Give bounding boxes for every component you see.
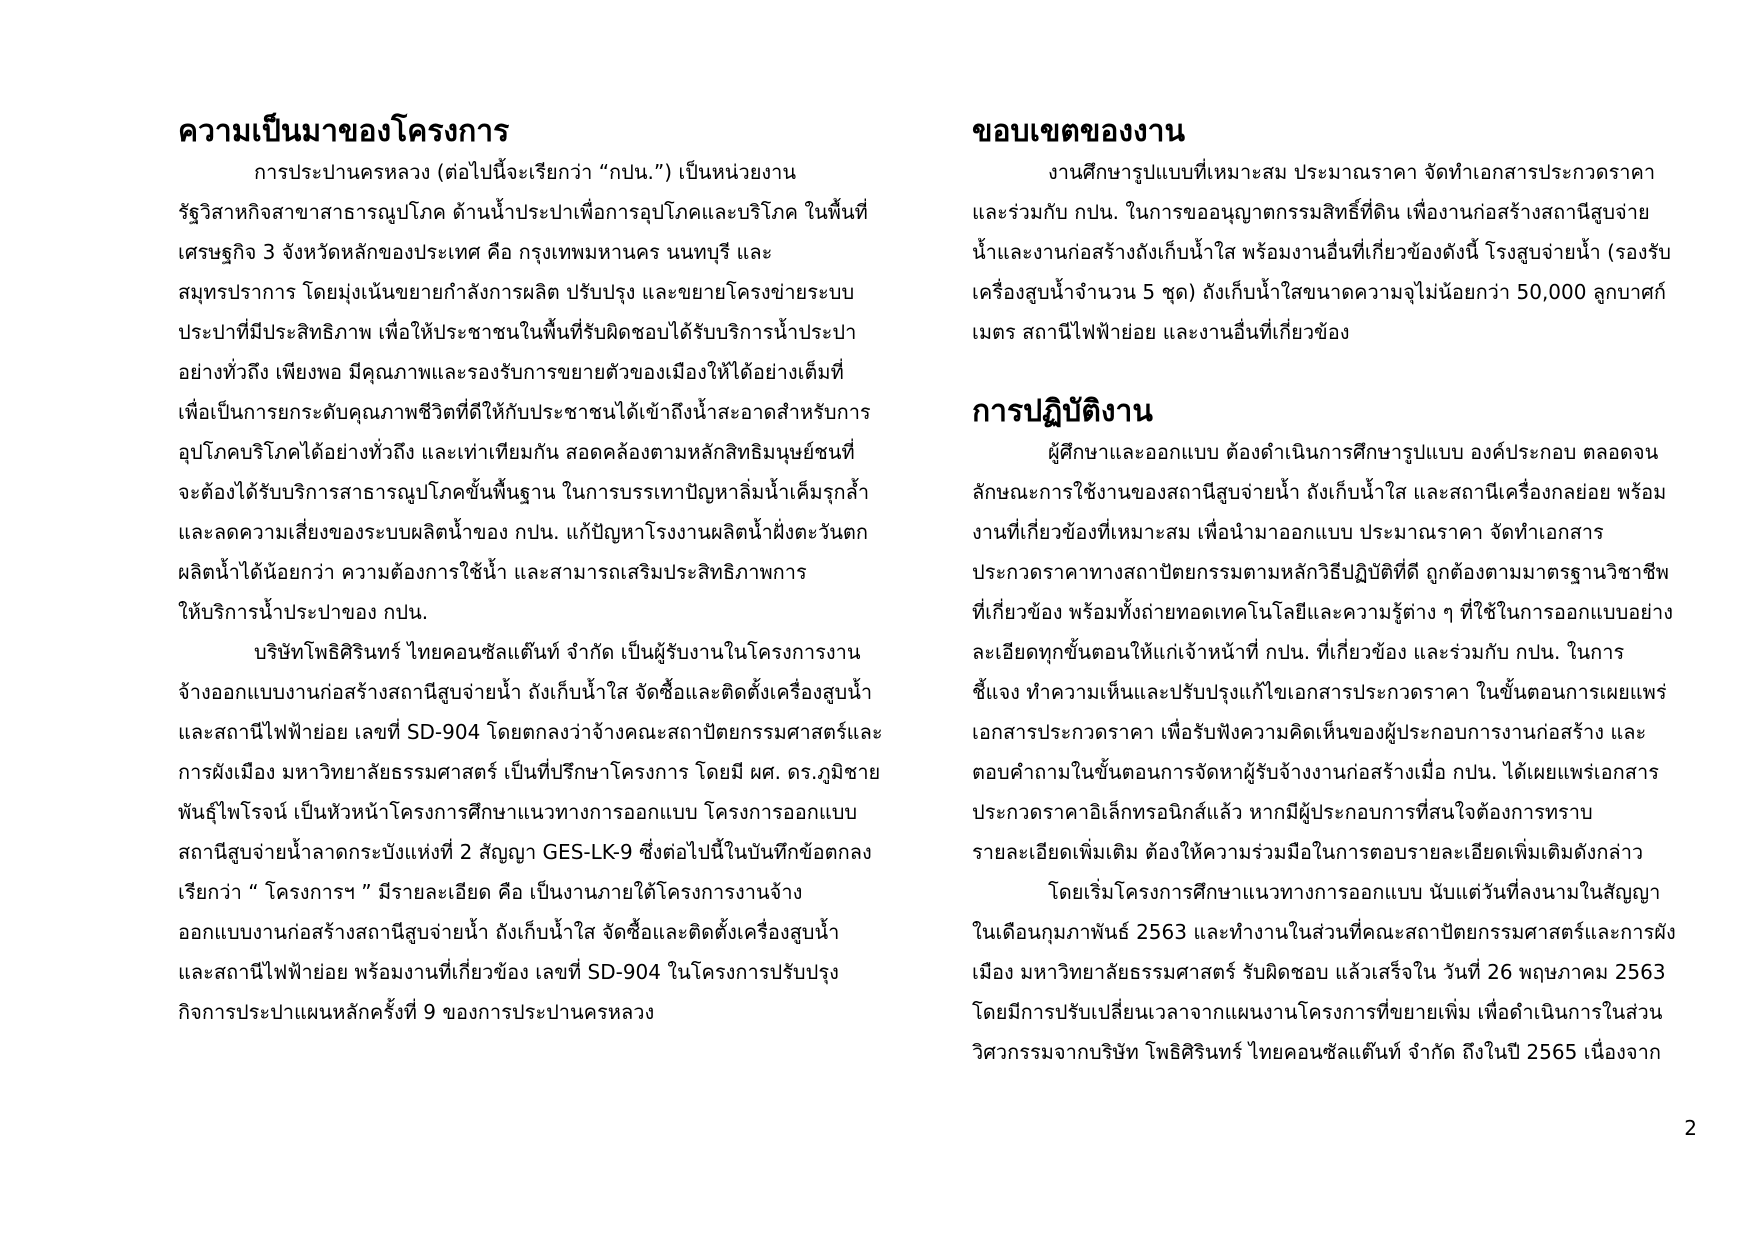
- paragraph-operations-1: [972, 432, 1684, 872]
- text-line: ละเอียดทุกขั้นตอนให้แก่เจ้าหน้าที่ กปน. ที่เกี่ยวข้อง และร่วมกับ กปน. ในการ: [972, 640, 1625, 664]
- paragraph-background-2: [178, 632, 890, 1032]
- text-line: เอกสารประกวดราคา เพื่อรับฟังความคิดเห็นของผู้ประกอบการงานก่อสร้าง และ: [972, 720, 1647, 744]
- section-heading-scope: ขอบเขตของงาน: [972, 114, 1185, 149]
- text-line: จะต้องได้รับบริการสาธารณูปโภคขั้นพื้นฐาน ในการบรรเทาปัญหาลิ่มน้ำเค็มรุกล้ำ: [178, 480, 870, 504]
- text-line: จ้างออกแบบงานก่อสร้างสถานีสูบจ่ายน้ำ ถังเก็บน้ำใส จัดซื้อและติดตั้งเครื่องสูบน้ำ: [178, 680, 873, 704]
- text-line: อย่างทั่วถึง เพียงพอ มีคุณภาพและรองรับการขยายตัวของเมืองให้ได้อย่างเต็มที่: [178, 360, 844, 384]
- text-line: ประปาที่มีประสิทธิภาพ เพื่อให้ประชาชนในพื้นที่รับผิดชอบได้รับบริการน้ำประปา: [178, 320, 857, 344]
- text-line: ออกแบบงานก่อสร้างสถานีสูบจ่ายน้ำ ถังเก็บน้ำใส จัดซื้อและติดตั้งเครื่องสูบน้ำ: [178, 920, 840, 944]
- text-line: โดยเริ่มโครงการศึกษาแนวทางการออกแบบ นับแต่วันที่ลงนามในสัญญา: [1048, 880, 1661, 904]
- text-line: กิจการประปาแผนหลักครั้งที่ 9 ของการประปานครหลวง: [178, 1000, 655, 1024]
- section-spacer: [972, 352, 1684, 392]
- text-line: โดยมีการปรับเปลี่ยนเวลาจากแผนงานโครงการที่ขยายเพิ่ม เพื่อดำเนินการในส่วน: [972, 1000, 1663, 1024]
- text-line: เพื่อเป็นการยกระดับคุณภาพชีวิตที่ดีให้กับประชาชนได้เข้าถึงน้ำสะอาดสำหรับการ: [178, 400, 871, 424]
- section-heading-operations: การปฏิบัติงาน: [972, 394, 1153, 429]
- text-line: ลักษณะการใช้งานของสถานีสูบจ่ายน้ำ ถังเก็บน้ำใส และสถานีเครื่องกลย่อย พร้อม: [972, 480, 1667, 504]
- text-line: ชี้แจง ทำความเห็นและปรับปรุงแก้ไขเอกสารประกวดราคา ในขั้นตอนการเผยแพร่: [972, 680, 1667, 704]
- text-line: และลดความเสี่ยงของระบบผลิตน้ำของ กปน. แก้ปัญหาโรงงานผลิตน้ำฝั่งตะวันตก: [178, 520, 869, 544]
- paragraph-operations-2: [972, 872, 1684, 1072]
- page-number: 2: [1684, 1116, 1697, 1140]
- text-line: รัฐวิสาหกิจสาขาสาธารณูปโภค ด้านน้ำประปาเพื่อการอุปโภคและบริโภค ในพื้นที่: [178, 200, 868, 224]
- text-line: ตอบคำถามในขั้นตอนการจัดหาผู้รับจ้างงานก่อสร้างเมื่อ กปน. ได้เผยแพร่เอกสาร: [972, 760, 1659, 784]
- paragraph-scope: [972, 152, 1684, 352]
- text-line: งานที่เกี่ยวข้องที่เหมาะสม เพื่อนำมาออกแบบ ประมาณราคา จัดทำเอกสาร: [972, 520, 1604, 544]
- text-line: สถานีสูบจ่ายน้ำลาดกระบังแห่งที่ 2 สัญญา GES-LK-9 ซึ่งต่อไปนี้ในบันทึกข้อตกลง: [178, 840, 872, 864]
- text-line: ให้บริการน้ำประปาของ กปน.: [178, 600, 429, 624]
- text-line: พันธุ์ไพโรจน์ เป็นหัวหน้าโครงการศึกษาแนวทางการออกแบบ โครงการออกแบบ: [178, 800, 858, 824]
- text-line: น้ำและงานก่อสร้างถังเก็บน้ำใส พร้อมงานอื่นที่เกี่ยวข้องดังนี้ โรงสูบจ่ายน้ำ (รองรับ: [972, 240, 1671, 264]
- text-line: ที่เกี่ยวข้อง พร้อมทั้งถ่ายทอดเทคโนโลยีและความรู้ต่าง ๆ ที่ใช้ในการออกแบบอย่าง: [972, 600, 1674, 624]
- section-heading-background: ความเป็นมาของโครงการ: [178, 114, 510, 149]
- text-line: ประกวดราคาทางสถาปัตยกรรมตามหลักวิธีปฏิบัติที่ดี ถูกต้องตามมาตรฐานวิชาชีพ: [972, 560, 1669, 584]
- text-line: เครื่องสูบน้ำจำนวน 5 ชุด) ถังเก็บน้ำใสขนาดความจุไม่น้อยกว่า 50,000 ลูกบาศก์: [972, 280, 1666, 304]
- text-line: ในเดือนกุมภาพันธ์ 2563 และทำงานในส่วนที่คณะสถาปัตยกรรมศาสตร์และการผัง: [972, 920, 1676, 944]
- text-line: การประปานครหลวง (ต่อไปนี้จะเรียกว่า “กปน.”) เป็นหน่วยงาน: [254, 160, 797, 184]
- text-line: เมตร สถานีไฟฟ้าย่อย และงานอื่นที่เกี่ยวข้อง: [972, 320, 1350, 344]
- paragraph-background-1: [178, 152, 890, 632]
- text-line: เมือง มหาวิทยาลัยธรรมศาสตร์ รับผิดชอบ แล้วเสร็จใน วันที่ 26 พฤษภาคม 2563: [972, 960, 1666, 984]
- text-line: และร่วมกับ กปน. ในการขออนุญาตกรรมสิทธิ์ที่ดิน เพื่องานก่อสร้างสถานีสูบจ่าย: [972, 200, 1650, 224]
- text-line: และสถานีไฟฟ้าย่อย พร้อมงานที่เกี่ยวข้อง เลขที่ SD-904 ในโครงการปรับปรุง: [178, 960, 839, 984]
- left-column: [178, 112, 890, 1032]
- text-line: ผู้ศึกษาและออกแบบ ต้องดำเนินการศึกษารูปแบบ องค์ประกอบ ตลอดจน: [1048, 440, 1659, 464]
- text-line: งานศึกษารูปแบบที่เหมาะสม ประมาณราคา จัดทำเอกสารประกวดราคา: [1048, 160, 1656, 184]
- text-line: รายละเอียดเพิ่มเติม ต้องให้ความร่วมมือในการตอบรายละเอียดเพิ่มเติมดังกล่าว: [972, 840, 1644, 864]
- text-line: ผลิตน้ำได้น้อยกว่า ความต้องการใช้น้ำ และสามารถเสริมประสิทธิภาพการ: [178, 560, 807, 584]
- right-column: [972, 112, 1684, 1072]
- text-line: อุปโภคบริโภคได้อย่างทั่วถึง และเท่าเทียมกัน สอดคล้องตามหลักสิทธิมนุษย์ชนที่: [178, 440, 855, 464]
- text-line: บริษัทโพธิศิรินทร์ ไทยคอนซัลแต๊นท์ จำกัด เป็นผู้รับงานในโครงการงาน: [254, 640, 861, 664]
- text-line: ประกวดราคาอิเล็กทรอนิกส์แล้ว หากมีผู้ประกอบการที่สนใจต้องการทราบ: [972, 800, 1593, 824]
- text-line: การผังเมือง มหาวิทยาลัยธรรมศาสตร์ เป็นที่ปรึกษาโครงการ โดยมี ผศ. ดร.ภูมิชาย: [178, 760, 881, 784]
- text-line: วิศวกรรมจากบริษัท โพธิศิรินทร์ ไทยคอนซัลแต๊นท์ จำกัด ถึงในปี 2565 เนื่องจาก: [972, 1040, 1661, 1064]
- text-line: เศรษฐกิจ 3 จังหวัดหลักของประเทศ คือ กรุงเทพมหานคร นนทบุรี และ: [178, 240, 773, 264]
- text-line: และสถานีไฟฟ้าย่อย เลขที่ SD-904 โดยตกลงว่าจ้างคณะสถาปัตยกรรมศาสตร์และ: [178, 720, 883, 744]
- text-line: เรียกว่า “ โครงการฯ ” มีรายละเอียด คือ เป็นงานภายใต้โครงการงานจ้าง: [178, 880, 803, 904]
- text-line: สมุทรปราการ โดยมุ่งเน้นขยายกำลังการผลิต ปรับปรุง และขยายโครงข่ายระบบ: [178, 280, 855, 304]
